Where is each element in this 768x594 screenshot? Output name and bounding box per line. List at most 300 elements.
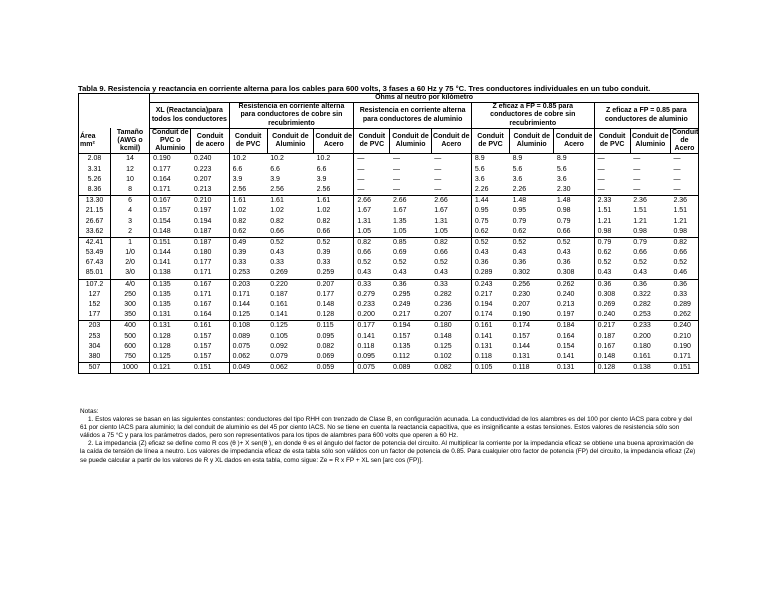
- table-cell: 0.243: [471, 279, 509, 290]
- table-cell: 3.9: [232, 175, 243, 183]
- z-al-group-header: Z eficaz a FP = 0.85 para conductores de aluminio: [594, 103, 698, 129]
- table-cell: 0.161: [191, 321, 229, 332]
- table-cell: 0.184: [554, 321, 594, 332]
- table-row: [79, 248, 699, 258]
- table-cell: 0.197: [554, 310, 594, 321]
- table-cell: 0.177: [191, 258, 229, 268]
- table-body: [79, 154, 699, 374]
- table-cell: 0.33: [232, 259, 247, 267]
- table-cell: 42.41: [79, 237, 111, 248]
- r-cu-group-header: Resistencia en corriente alterna para conductores de cobre sin recubrimiento: [229, 103, 354, 129]
- table-cell: 3.6: [512, 175, 523, 183]
- table-cell: 0.115: [314, 321, 354, 332]
- table-cell: 0.282: [431, 290, 471, 300]
- table-cell: —: [431, 185, 471, 196]
- table-cell: 0.302: [512, 269, 531, 277]
- table-cell: 0.66: [633, 249, 647, 257]
- table-cell: 0.171: [191, 268, 229, 279]
- table-cell: 0.210: [673, 332, 691, 340]
- table-cell: 0.223: [191, 165, 229, 175]
- table-cell: 0.059: [314, 363, 354, 374]
- table-cell: 1.05: [392, 227, 407, 235]
- table-cell: 3.31: [79, 165, 111, 175]
- table-cell: 0.308: [597, 290, 616, 298]
- table-cell: 0.180: [191, 248, 229, 258]
- table-cell: —: [357, 175, 365, 183]
- table-cell: 2.26: [474, 185, 489, 193]
- table-cell: 380: [79, 352, 111, 363]
- sub-header: Conduit de acero: [191, 128, 229, 154]
- table-cell: 0.52: [267, 237, 313, 248]
- table-cell: 0.213: [191, 185, 229, 196]
- table-cell: 0.148: [153, 227, 171, 235]
- table-cell: —: [597, 185, 605, 193]
- table-cell: 0.171: [191, 290, 229, 300]
- table-cell: 0.095: [357, 352, 375, 360]
- table-row: [79, 352, 699, 363]
- table-cell: 0.269: [597, 301, 616, 309]
- table-cell: 750: [110, 352, 149, 363]
- table-cell: 0.203: [229, 279, 267, 290]
- table-cell: 0.187: [191, 227, 229, 238]
- table-row: [79, 290, 699, 300]
- sub-header: Conduit de Acero: [671, 128, 699, 153]
- table-cell: 1.21: [597, 217, 612, 225]
- table-row: [79, 196, 699, 207]
- table-row: [79, 154, 699, 165]
- table-cell: 2.66: [390, 196, 431, 207]
- table-cell: 0.66: [357, 249, 371, 257]
- table-cell: 0.230: [512, 290, 531, 298]
- table-cell: 0.282: [633, 301, 651, 309]
- table-cell: 0.36: [390, 279, 431, 290]
- table-cell: 1.51: [673, 207, 688, 215]
- table-cell: 2.33: [594, 196, 630, 207]
- sub-header: Conduit de PVC o Aluminio: [150, 128, 191, 154]
- table-cell: 0.259: [314, 268, 354, 279]
- table-cell: 0.249: [392, 301, 411, 309]
- table-cell: 0.148: [431, 332, 471, 342]
- table-cell: 8.9: [474, 155, 485, 163]
- table-cell: 0.220: [267, 279, 313, 290]
- table-row: [79, 217, 699, 227]
- table-cell: 0.269: [270, 269, 288, 277]
- table-cell: —: [673, 185, 681, 193]
- table-cell: 0.66: [270, 227, 284, 235]
- table-cell: 0.36: [512, 259, 527, 267]
- sub-header: Conduit de Aluminio: [510, 128, 554, 154]
- table-cell: 500: [110, 332, 149, 342]
- sub-header: Conduit de PVC: [354, 128, 390, 154]
- table-cell: 0.118: [357, 342, 375, 350]
- table-cell: —: [392, 185, 400, 193]
- table-cell: 0.112: [392, 352, 410, 360]
- table-row: [79, 268, 699, 279]
- table-cell: —: [597, 165, 605, 173]
- table-cell: 0.66: [673, 249, 688, 257]
- table-cell: —: [357, 165, 365, 173]
- table-cell: 0.128: [153, 342, 171, 350]
- table-cell: 0.135: [153, 301, 171, 309]
- table-cell: 0.167: [191, 300, 229, 310]
- table-cell: 0.128: [594, 363, 630, 374]
- table-cell: 0.217: [594, 321, 630, 332]
- table-cell: 177: [79, 310, 111, 321]
- table-cell: 0.49: [229, 237, 267, 248]
- table-cell: 0.164: [554, 332, 594, 342]
- table-cell: —: [673, 155, 681, 163]
- note-2: 2. La impedancia (Z) eficaz se define como R cos (θ )+ X sen(θ ), en donde θ es el ángulo del factor de potencia del circuito. Al multiplicar la corriente por la impedancia eficaz se obtiene una buena aproximación de la caída de tensión de línea a neutro. Los valores de impedancia eficaz de esta tabla sólo son válidos con un factor de potencia de 0.85. Para cualquier otro factor de potencia (FP) del circuito, la impedancia eficaz (Ze) se puede calcular a partir de los valores de R y XL dados en esta tabla, como sigue: Ze = R x FP + XL sen [arc cos (FP)].: [80, 440, 696, 464]
- notes-label: Notas:: [80, 408, 99, 415]
- table-cell: 0.167: [150, 196, 191, 207]
- table-cell: 0.62: [232, 227, 247, 235]
- table-cell: 0.33: [270, 259, 284, 267]
- table-cell: 0.167: [597, 342, 616, 350]
- table-cell: 0.180: [633, 342, 651, 350]
- table-cell: 1.51: [597, 207, 612, 215]
- table-cell: 0.108: [229, 321, 267, 332]
- table-row: [79, 165, 699, 175]
- table-cell: 0.125: [232, 311, 251, 319]
- table-cell: 0.141: [474, 332, 493, 340]
- table-cell: 0.217: [474, 290, 493, 298]
- table-cell: 6.6: [314, 165, 354, 175]
- table-cell: 0.46: [673, 269, 688, 277]
- table-cell: 0.217: [392, 311, 411, 319]
- table-cell: 0.069: [314, 352, 354, 363]
- table-cell: 0.210: [191, 196, 229, 207]
- table-cell: 300: [110, 300, 149, 310]
- table-cell: 0.43: [431, 268, 471, 279]
- table-cell: 0.62: [474, 227, 489, 235]
- table-cell: —: [357, 155, 365, 163]
- sub-header: Conduit de Acero: [314, 128, 354, 154]
- table-cell: 0.98: [633, 227, 647, 235]
- table-row: [79, 300, 699, 310]
- table-cell: 0.69: [392, 249, 407, 257]
- table-cell: —: [431, 175, 471, 185]
- sub-header: Conduit de PVC: [471, 128, 509, 154]
- table-cell: 0.66: [431, 248, 471, 258]
- resistance-reactance-table: [78, 93, 699, 374]
- table-cell: 2.56: [314, 185, 354, 196]
- table-cell: 0.82: [354, 237, 390, 248]
- table-cell: 0.190: [512, 311, 531, 319]
- table-cell: 1.31: [357, 217, 371, 225]
- table-cell: 0.207: [431, 310, 471, 321]
- table-cell: 0.52: [314, 237, 354, 248]
- table-cell: 0.262: [554, 279, 594, 290]
- table-cell: 8.9: [554, 154, 594, 165]
- table-cell: —: [392, 165, 400, 173]
- table-cell: 0.253: [232, 269, 251, 277]
- table-cell: 0.207: [512, 301, 531, 309]
- table-title: Tabla 9. Resistencia y reactancia en corriente alterna para los cables para 600 volts, 3 fases a 60 Hz y 75 °C. Tres conductores individuales en un tubo conduit.: [78, 84, 651, 93]
- table-row: [79, 321, 699, 332]
- table-cell: 1.05: [357, 227, 371, 235]
- table-cell: —: [633, 185, 641, 193]
- table-cell: 0.131: [153, 311, 171, 319]
- table-cell: 0.138: [153, 269, 171, 277]
- table-cell: 1.44: [471, 196, 509, 207]
- table-cell: 0.079: [270, 352, 288, 360]
- table-cell: 0.105: [471, 363, 509, 374]
- table-cell: 0.171: [232, 290, 251, 298]
- table-cell: 1.61: [314, 196, 354, 207]
- table-cell: 0.177: [354, 321, 390, 332]
- table-cell: 2/0: [110, 258, 149, 268]
- table-cell: 0.174: [510, 321, 554, 332]
- table-cell: 26.67: [79, 217, 111, 227]
- table-cell: 0.194: [474, 301, 493, 309]
- table-cell: 600: [110, 342, 149, 352]
- table-cell: 0.141: [153, 259, 171, 267]
- table-cell: 0.39: [232, 249, 247, 257]
- table-cell: 0.82: [314, 217, 354, 227]
- table-cell: 0.177: [314, 290, 354, 300]
- table-cell: 10.2: [232, 155, 247, 163]
- table-cell: 8.36: [79, 185, 111, 196]
- table-cell: 0.36: [630, 279, 670, 290]
- table-cell: 0.102: [431, 352, 471, 363]
- table-cell: 0.52: [597, 259, 612, 267]
- area-header: Área mm²: [79, 128, 111, 154]
- table-cell: 107.2: [79, 279, 111, 290]
- table-cell: 0.322: [633, 290, 651, 298]
- table-cell: 0.157: [191, 332, 229, 342]
- table-cell: 0.289: [474, 269, 493, 277]
- table-row: [79, 332, 699, 342]
- r-al-group-header: Resistencia en corriente alterna para conductores de aluminio: [354, 103, 472, 129]
- table-cell: 5.6: [554, 165, 594, 175]
- table-cell: 0.262: [673, 311, 691, 319]
- table-cell: 0.82: [431, 237, 471, 248]
- table-cell: 0.43: [633, 269, 647, 277]
- table-cell: 0.161: [270, 301, 288, 309]
- table-cell: 0.144: [512, 342, 531, 350]
- table-cell: 0.52: [673, 259, 688, 267]
- table-cell: 0.095: [314, 332, 354, 342]
- ohms-header: Ohms al neutro por kilómetro: [150, 94, 699, 103]
- sub-header: Conduit de PVC: [229, 128, 267, 154]
- table-cell: 1000: [110, 363, 149, 374]
- table-cell: 0.236: [431, 300, 471, 310]
- table-cell: 0.157: [392, 332, 411, 340]
- table-cell: 0.049: [229, 363, 267, 374]
- table-cell: 0.213: [554, 300, 594, 310]
- table-cell: —: [431, 165, 471, 175]
- table-cell: 0.131: [474, 342, 493, 350]
- table-cell: 0.157: [512, 332, 531, 340]
- table-cell: 1.48: [510, 196, 554, 207]
- table-cell: 1.48: [554, 196, 594, 207]
- table-cell: 0.43: [554, 248, 594, 258]
- table-cell: 507: [79, 363, 111, 374]
- table-cell: 0.82: [232, 217, 247, 225]
- sub-header: Conduit de Aluminio: [390, 128, 431, 154]
- table-cell: 2.66: [431, 196, 471, 207]
- table-cell: 250: [110, 290, 149, 300]
- table-cell: 0.148: [314, 300, 354, 310]
- table-cell: 2.56: [270, 185, 284, 193]
- table-cell: 0.289: [673, 301, 691, 309]
- table-cell: 0.177: [153, 165, 171, 173]
- table-cell: 3.9: [314, 175, 354, 185]
- table-cell: 400: [110, 321, 149, 332]
- table-cell: 0.295: [392, 290, 411, 298]
- table-cell: 0.121: [150, 363, 191, 374]
- table-cell: 1.61: [267, 196, 313, 207]
- table-cell: 0.151: [191, 363, 229, 374]
- table-cell: 0.075: [232, 342, 251, 350]
- table-cell: 0.171: [673, 352, 691, 360]
- table-cell: 0.174: [474, 311, 493, 319]
- table-cell: 0.43: [392, 269, 407, 277]
- table-cell: 0.233: [630, 321, 670, 332]
- table-row: [79, 237, 699, 248]
- table-cell: 0.240: [554, 290, 594, 300]
- table-cell: 152: [79, 300, 111, 310]
- table-cell: 0.197: [191, 206, 229, 216]
- table-cell: 0.82: [270, 217, 284, 225]
- table-cell: 0.240: [670, 321, 698, 332]
- table-row: [79, 279, 699, 290]
- table-cell: 0.85: [390, 237, 431, 248]
- table-cell: 0.43: [512, 249, 527, 257]
- table-cell: 10.2: [314, 154, 354, 165]
- table-cell: 4: [110, 206, 149, 216]
- table-cell: 0.141: [357, 332, 375, 340]
- table-row: [79, 258, 699, 268]
- table-row: [79, 310, 699, 321]
- table-cell: 0.95: [474, 207, 489, 215]
- table-cell: 0.128: [314, 310, 354, 321]
- table-cell: 0.082: [314, 342, 354, 352]
- table-cell: 0.43: [597, 269, 612, 277]
- table-cell: 0.79: [512, 217, 527, 225]
- table-cell: 1.35: [392, 217, 407, 225]
- table-cell: 0.52: [633, 259, 647, 267]
- table-cell: 85.01: [79, 268, 111, 279]
- table-cell: 0.240: [597, 311, 616, 319]
- sub-header: Conduit de Aluminio: [630, 128, 670, 154]
- sub-header: Conduit de Acero: [431, 128, 471, 154]
- table-cell: —: [597, 175, 605, 183]
- table-row: [79, 227, 699, 238]
- table-cell: 1.02: [270, 207, 284, 215]
- table-cell: 0.308: [554, 268, 594, 279]
- table-cell: 0.207: [314, 279, 354, 290]
- table-cell: 0.256: [510, 279, 554, 290]
- table-cell: 0.062: [232, 352, 251, 360]
- table-cell: 0.151: [150, 237, 191, 248]
- table-cell: 2.36: [670, 196, 698, 207]
- table-cell: 0.125: [267, 321, 313, 332]
- table-cell: 0.66: [554, 227, 594, 238]
- xl-group-header: XL (Reactancia)para todos los conductores: [150, 103, 229, 129]
- table-cell: 0.194: [390, 321, 431, 332]
- table-cell: 0.66: [314, 227, 354, 238]
- table-row: [79, 175, 699, 185]
- table-cell: 0.118: [474, 352, 492, 360]
- table-cell: 0.164: [191, 310, 229, 321]
- table-cell: 5.26: [79, 175, 111, 185]
- table-cell: —: [633, 165, 641, 173]
- table-cell: 1.21: [673, 217, 688, 225]
- table-cell: 5.6: [512, 165, 523, 173]
- table-cell: 0.187: [270, 290, 288, 298]
- table-cell: 0.33: [314, 258, 354, 268]
- table-cell: 0.52: [431, 258, 471, 268]
- table-cell: 3.9: [270, 175, 280, 183]
- table-row: [79, 342, 699, 352]
- table-cell: —: [392, 155, 400, 163]
- table-cell: 0.279: [357, 290, 375, 298]
- table-cell: 0.089: [232, 332, 251, 340]
- table-cell: 0.36: [554, 258, 594, 268]
- table-row: [79, 363, 699, 374]
- table-cell: 3.6: [554, 175, 594, 185]
- table-cell: 6.6: [232, 165, 243, 173]
- table-cell: 0.161: [633, 352, 651, 360]
- table-cell: 0.190: [153, 155, 171, 163]
- table-cell: 0.151: [670, 363, 698, 374]
- table-cell: 2.36: [630, 196, 670, 207]
- table-row: [79, 185, 699, 196]
- table-cell: 14: [110, 154, 149, 165]
- table-cell: 1.67: [431, 206, 471, 216]
- table-cell: 0.79: [630, 237, 670, 248]
- table-cell: 2.08: [79, 154, 111, 165]
- table-cell: —: [597, 155, 605, 163]
- table-cell: —: [633, 155, 641, 163]
- table-cell: 0.233: [357, 301, 375, 309]
- table-cell: 0.135: [392, 342, 411, 350]
- table-cell: 0.154: [554, 342, 594, 352]
- table-cell: 0.33: [673, 290, 688, 298]
- table-cell: 53.49: [79, 248, 111, 258]
- table-cell: —: [357, 185, 365, 193]
- table-cell: 0.144: [153, 249, 171, 257]
- sub-header: Conduit de PVC: [594, 128, 630, 154]
- table-cell: 6.6: [270, 165, 280, 173]
- table-cell: 203: [79, 321, 111, 332]
- table-cell: 127: [79, 290, 111, 300]
- table-cell: 0.43: [474, 249, 489, 257]
- table-cell: 0.33: [431, 279, 471, 290]
- table-cell: —: [392, 175, 400, 183]
- table-cell: 1: [110, 237, 149, 248]
- table-cell: —: [673, 175, 681, 183]
- table-cell: 67.43: [79, 258, 111, 268]
- table-cell: 4/0: [110, 279, 149, 290]
- table-cell: —: [431, 154, 471, 165]
- table-cell: 5.6: [474, 165, 485, 173]
- table-cell: —: [633, 175, 641, 183]
- sub-header: Conduit de Aluminio: [267, 128, 313, 154]
- table-cell: 0.36: [670, 279, 698, 290]
- table-cell: 0.161: [471, 321, 509, 332]
- table-cell: 0.52: [554, 237, 594, 248]
- table-cell: 0.148: [597, 352, 616, 360]
- table-cell: 21.15: [79, 206, 111, 216]
- table-cell: 0.164: [153, 175, 171, 183]
- table-cell: 0.207: [191, 175, 229, 185]
- table-cell: 0.082: [431, 363, 471, 374]
- table-cell: 0.52: [392, 259, 407, 267]
- table-cell: 3: [110, 217, 149, 227]
- table-cell: 0.157: [191, 342, 229, 352]
